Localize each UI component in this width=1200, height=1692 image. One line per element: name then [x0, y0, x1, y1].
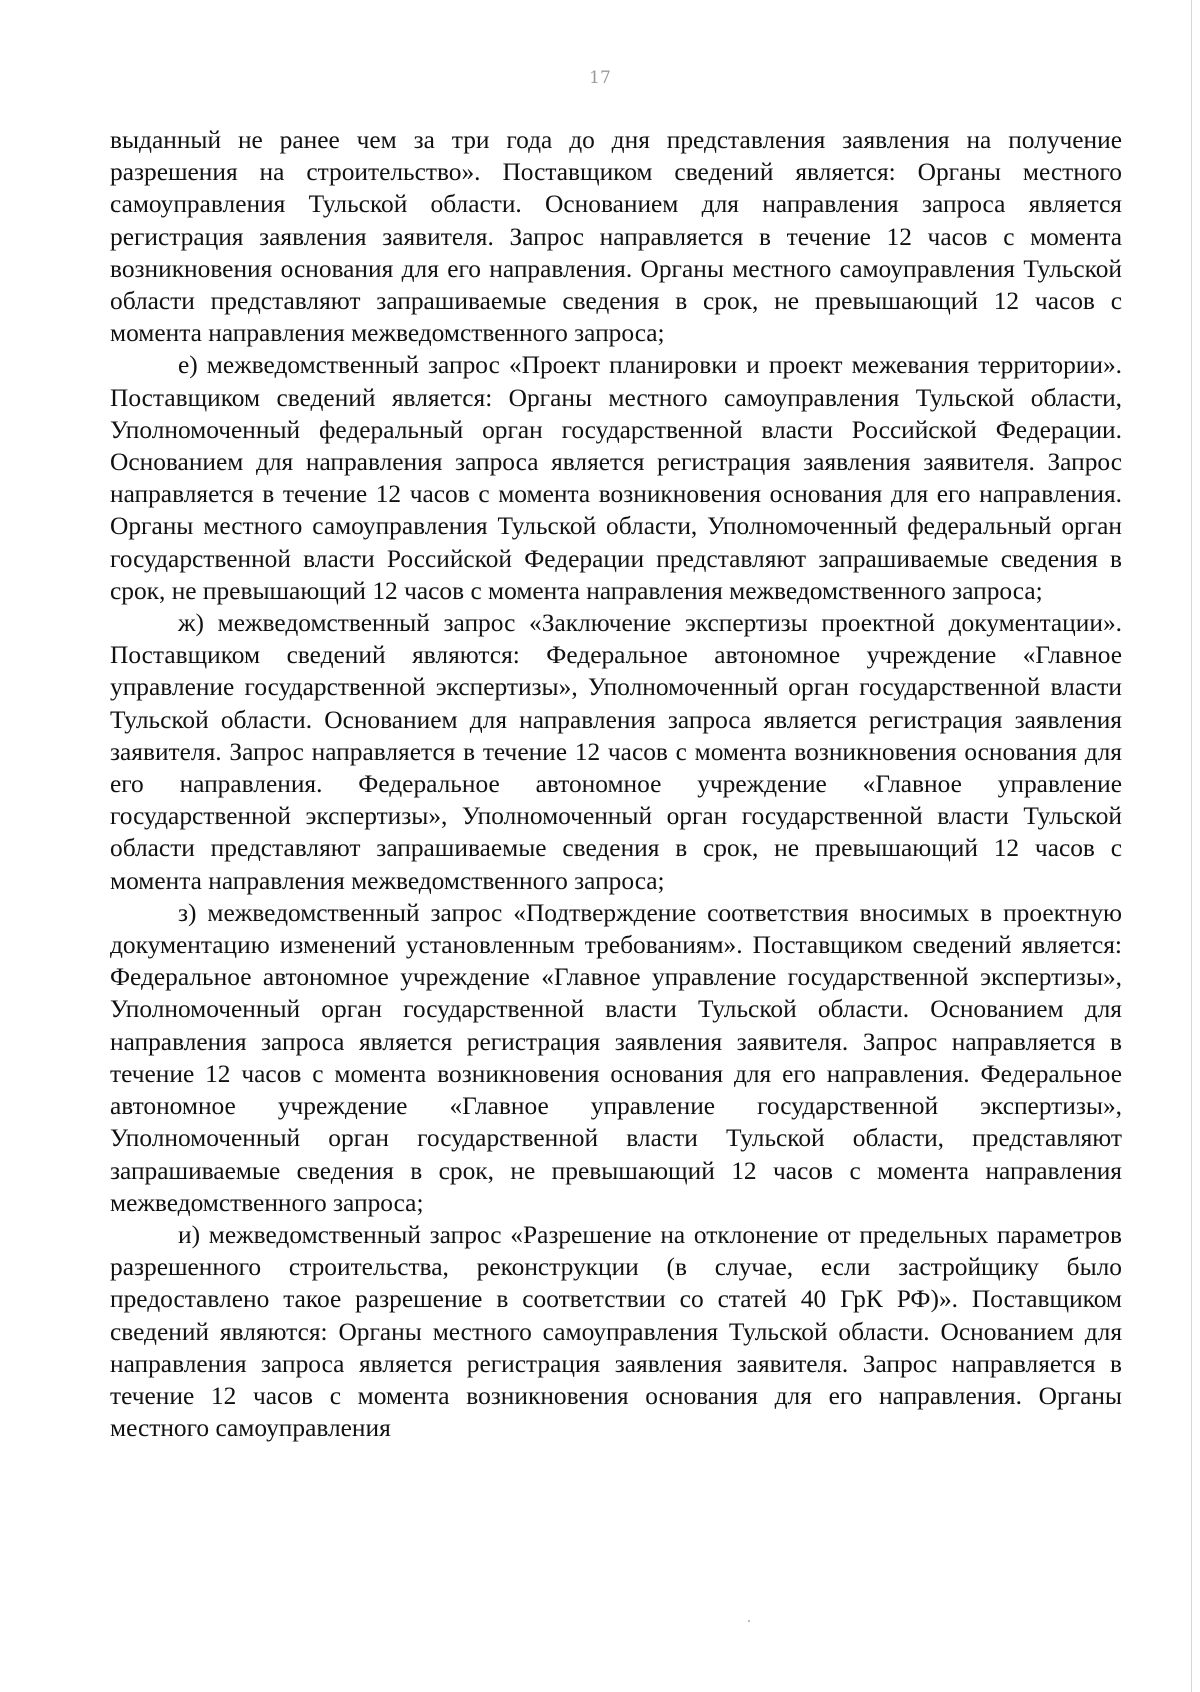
paragraph-item-z: з) межведомственный запрос «Подтверждение соответствия вносимых в проектную документацию изменений установленным требованиям». Поставщиком сведений является: Федеральное автономное учреждение «Главное управление государственной экспертизы», Уполномоченный орган государственной власти Тульской области. Основанием для направления запроса является регистрация заявления заявителя. Запрос направляется в течение 12 часов с момента возникновения основания для его направления. Федеральное автономное учреждение «Главное управление государственной экспертизы», Уполномоченный орган государственной власти Тульской области, представляют запрашиваемые сведения в срок, не превышающий 12 часов с момента направления межведомственного запроса; [110, 898, 1122, 1217]
page-number: 17 [589, 68, 611, 88]
paragraph-item-zh: ж) межведомственный запрос «Заключение экспертизы проектной документации». Поставщиком сведений являются: Федеральное автономное учреждение «Главное управление государственной экспертизы», Уполномоченный орган государственной власти Тульской области. Основанием для направления запроса является регистрация заявления заявителя. Запрос направляется в течение 12 часов с момента возникновения основания для его направления. Федеральное автономное учреждение «Главное управление государственной экспертизы», Уполномоченный орган государственной власти Тульской области представляют запрашиваемые сведения в срок, не превышающий 12 часов с момента направления межведомственного запроса; [110, 609, 1122, 895]
paragraph-item-i: и) межведомственный запрос «Разрешение на отклонение от предельных параметров разрешенного строительства, реконструкции (в случае, если застройщику было предоставлено такое разрешение в соответствии со статей 40 ГрК РФ)». Поставщиком сведений являются: Органы местного самоуправления Тульской области. Основанием для направления запроса является регистрация заявления заявителя. Запрос направляется в течение 12 часов с момента возникновения основания для его направления. Органы местного самоуправления [110, 1220, 1122, 1443]
paragraph-item-e: е) межведомственный запрос «Проект планировки и проект межевания территории». Поставщиком сведений является: Органы местного самоуправления Тульской области, Уполномоченный федеральный орган государственной власти Российской Федерации. Основанием для направления запроса является регистрация заявления заявителя. Запрос направляется в течение 12 часов с момента возникновения основания для его направления. Органы местного самоуправления Тульской области, Уполномоченный федеральный орган государственной власти Российской Федерации представляют запрашиваемые сведения в срок, не превышающий 12 часов с момента направления межведомственного запроса; [110, 351, 1122, 605]
page-edge-line [1191, 0, 1192, 1692]
document-body [110, 124, 1122, 1444]
scan-speck [748, 1620, 750, 1622]
paragraph-continuation: выданный не ранее чем за три года до дня представления заявления на получение разрешения на строительство». Поставщиком сведений является: Органы местного самоуправления Тульской области. Основанием для направления запроса является регистрация заявления заявителя. Запрос направляется в течение 12 часов с момента возникновения основания для его направления. Органы местного самоуправления Тульской области представляют запрашиваемые сведения в срок, не превышающий 12 часов с момента направления межведомственного запроса; [110, 126, 1122, 348]
